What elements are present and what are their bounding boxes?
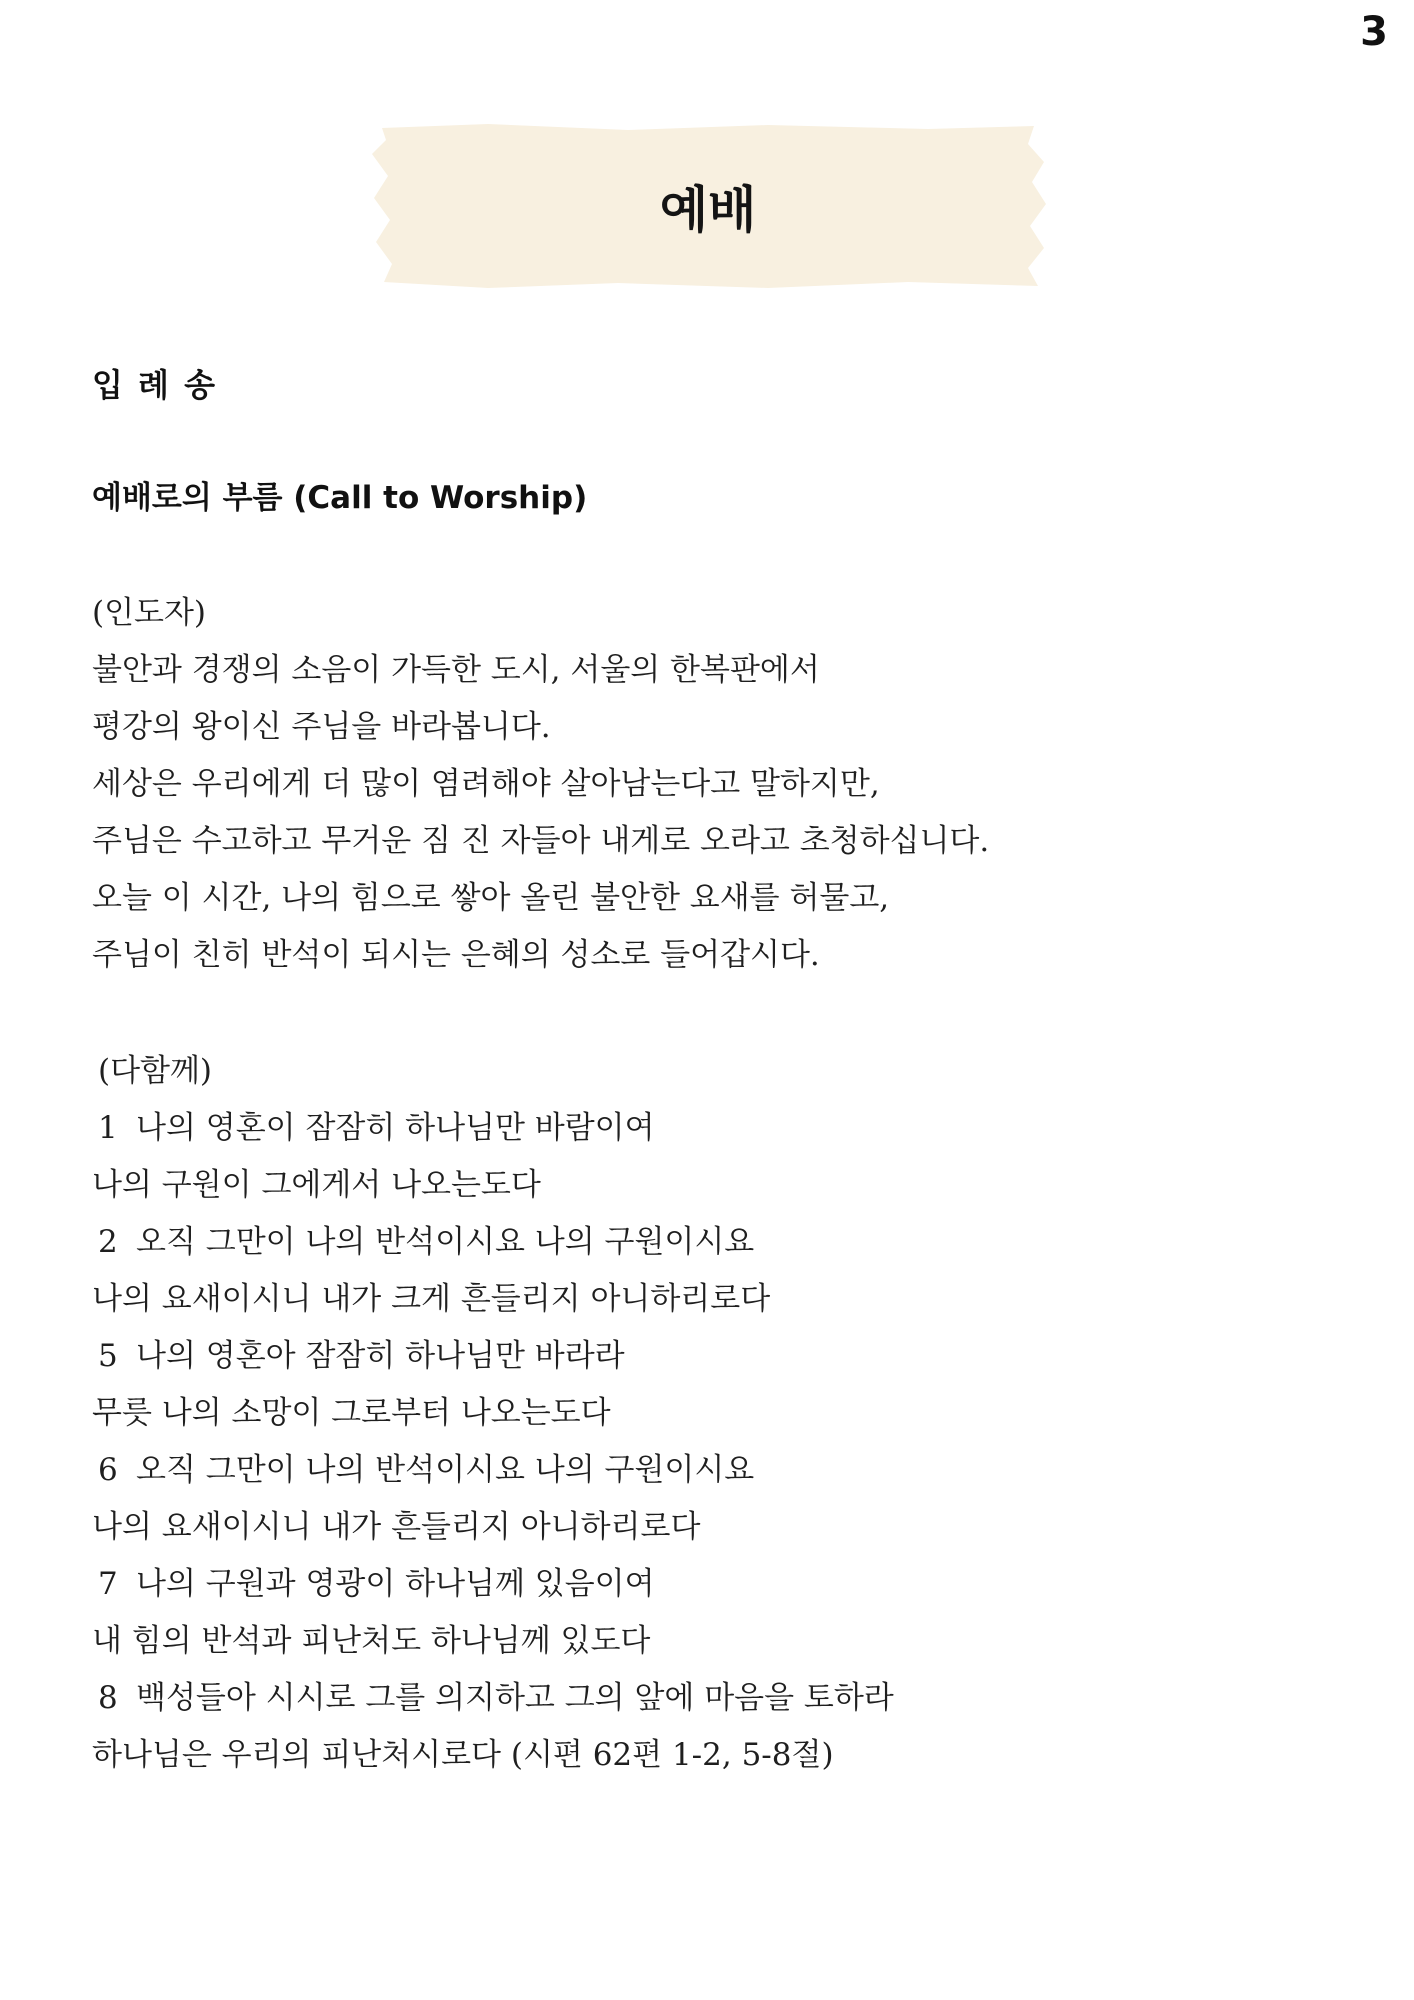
verse-text: 나의 영혼아 잠잠히 하나님만 바라라 (136, 1338, 625, 1374)
verse-text: 나의 영혼이 잠잠히 하나님만 바람이여 (136, 1110, 655, 1146)
verse-continuation: 나의 요새이시니 내가 흔들리지 아니하리로다 (92, 1509, 701, 1545)
verse-number: 6 (98, 1452, 118, 1488)
leader-section (92, 585, 1332, 984)
verse-line (92, 1214, 1332, 1271)
verse-continuation: 내 힘의 반석과 피난처도 하나님께 있도다 (92, 1623, 651, 1659)
leader-line: 오늘 이 시간, 나의 힘으로 쌓아 올린 불안한 요새를 허물고, (92, 880, 890, 916)
verse-text: 나의 구원과 영광이 하나님께 있음이여 (136, 1566, 655, 1602)
leader-label: (인도자) (92, 595, 207, 631)
page-number: 3 (1360, 9, 1388, 55)
leader-line: 세상은 우리에게 더 많이 염려해야 살아남는다고 말하지만, (92, 766, 880, 802)
verse-line (92, 1328, 1332, 1385)
verse-number: 5 (98, 1338, 118, 1374)
verse-number: 1 (98, 1110, 118, 1146)
verse-line (92, 1100, 1332, 1157)
verse-continuation: 무릇 나의 소망이 그로부터 나오는도다 (92, 1395, 611, 1431)
verse-text: 오직 그만이 나의 반석이시요 나의 구원이시요 (136, 1224, 755, 1260)
verse-line (92, 1670, 1332, 1727)
entrance-hymn-heading: 입 례 송 (92, 366, 218, 404)
verse-number: 7 (98, 1566, 118, 1602)
verse-continuation: 하나님은 우리의 피난처시로다 (시편 62편 1-2, 5-8절) (92, 1737, 834, 1773)
title-banner (368, 122, 1048, 290)
verse-text: 오직 그만이 나의 반석이시요 나의 구원이시요 (136, 1452, 755, 1488)
congregation-section (92, 1043, 1332, 1784)
page-title: 예배 (659, 181, 757, 239)
verse-number: 8 (98, 1680, 118, 1716)
verse-line (92, 1556, 1332, 1613)
verse-continuation: 나의 구원이 그에게서 나오는도다 (92, 1167, 541, 1203)
call-to-worship-heading: 예배로의 부름 (Call to Worship) (92, 480, 588, 516)
verse-continuation: 나의 요새이시니 내가 크게 흔들리지 아니하리로다 (92, 1281, 771, 1317)
leader-line: 불안과 경쟁의 소음이 가득한 도시, 서울의 한복판에서 (92, 652, 820, 688)
verse-line (92, 1442, 1332, 1499)
leader-line: 평강의 왕이신 주님을 바라봅니다. (92, 709, 551, 745)
verse-number: 2 (98, 1224, 118, 1260)
leader-line: 주님은 수고하고 무거운 짐 진 자들아 내게로 오라고 초청하십니다. (92, 823, 990, 859)
verse-text: 백성들아 시시로 그를 의지하고 그의 앞에 마음을 토하라 (136, 1680, 894, 1716)
congregation-label: (다함께) (98, 1053, 213, 1089)
leader-line: 주님이 친히 반석이 되시는 은혜의 성소로 들어갑시다. (92, 937, 820, 973)
